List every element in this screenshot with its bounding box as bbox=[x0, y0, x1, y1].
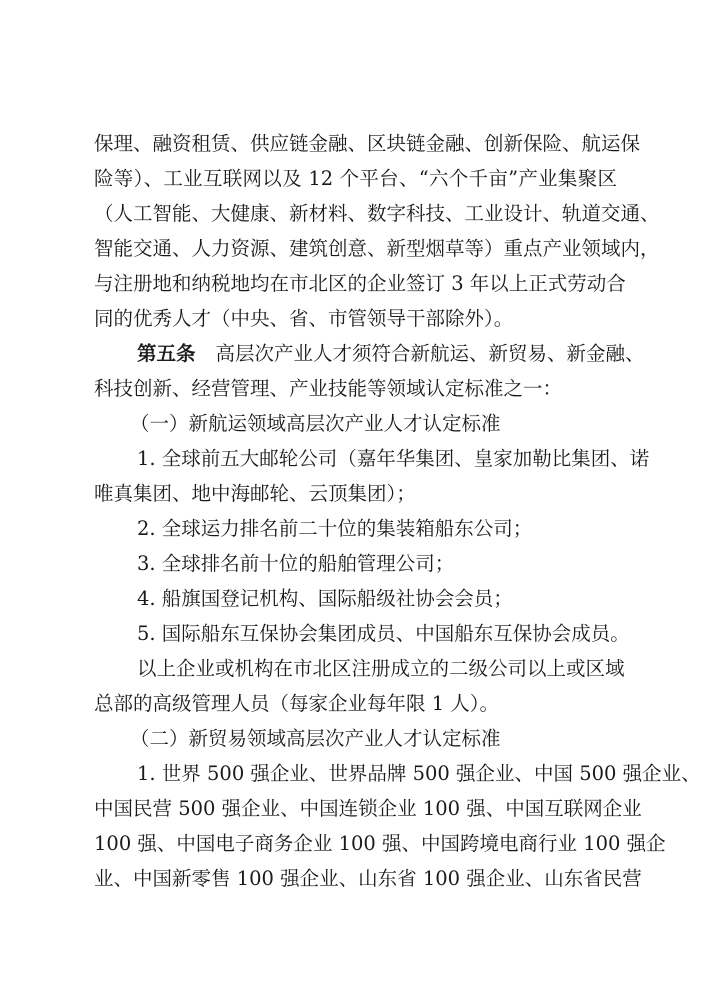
paragraph-line: 保理、融资租赁、供应链金融、区块链金融、创新保险、航运保 bbox=[94, 132, 641, 155]
list-item: 2. 全球运力排名前二十位的集装箱船东公司； bbox=[137, 517, 533, 540]
article-5-line-2: 科技创新、经营管理、产业技能等领域认定标准之一： bbox=[94, 377, 563, 400]
section-note-line-1: 以上企业或机构在市北区注册成立的二级公司以上或区域 bbox=[137, 657, 625, 680]
list-item-continuation: 业、中国新零售 100 强企业、山东省 100 强企业、山东省民营 bbox=[94, 867, 642, 890]
list-item: 4. 船旗国登记机构、国际船级社协会会员； bbox=[137, 587, 513, 610]
article-5-line-1 bbox=[94, 336, 645, 371]
list-item: 3. 全球排名前十位的船舶管理公司； bbox=[137, 552, 455, 575]
section-note-line-2: 总部的高级管理人员（每家企业每年限 1 人）。 bbox=[94, 692, 500, 715]
paragraph-line: 险等）、工业互联网以及 12 个平台、“六个千亩”产业集聚区 bbox=[94, 167, 617, 190]
paragraph-line: 同的优秀人才（中央、省、市管领导干部除外）。 bbox=[94, 307, 514, 330]
list-item: 1. 全球前五大邮轮公司（嘉年华集团、皇家加勒比集团、诺 bbox=[137, 447, 650, 470]
article-label: 第五条 bbox=[137, 342, 196, 365]
document-page bbox=[94, 126, 701, 896]
list-item: 1. 世界 500 强企业、世界品牌 500 强企业、中国 500 强企业、 bbox=[137, 762, 701, 785]
list-item-continuation: 中国民营 500 强企业、中国连锁企业 100 强、中国互联网企业 bbox=[94, 797, 642, 820]
section-heading: （一）新航运领域高层次产业人才认定标准 bbox=[130, 412, 501, 435]
paragraph-line: 智能交通、人力资源、建筑创意、新型烟草等）重点产业领域内， bbox=[94, 237, 660, 260]
list-item-continuation: 唯真集团、地中海邮轮、云顶集团）； bbox=[94, 482, 416, 505]
list-item-continuation: 100 强、中国电子商务企业 100 强、中国跨境电商行业 100 强企 bbox=[94, 832, 666, 855]
paragraph-line: （人工智能、大健康、新材料、数字科技、工业设计、轨道交通、 bbox=[94, 202, 660, 225]
section-heading: （二）新贸易领域高层次产业人才认定标准 bbox=[130, 727, 501, 750]
list-item: 5. 国际船东互保协会集团成员、中国船东互保协会成员。 bbox=[137, 622, 630, 645]
paragraph-line: 与注册地和纳税地均在市北区的企业签订 3 年以上正式劳动合 bbox=[94, 272, 626, 295]
article-text: 高层次产业人才须符合新航运、新贸易、新金融、 bbox=[215, 342, 645, 365]
